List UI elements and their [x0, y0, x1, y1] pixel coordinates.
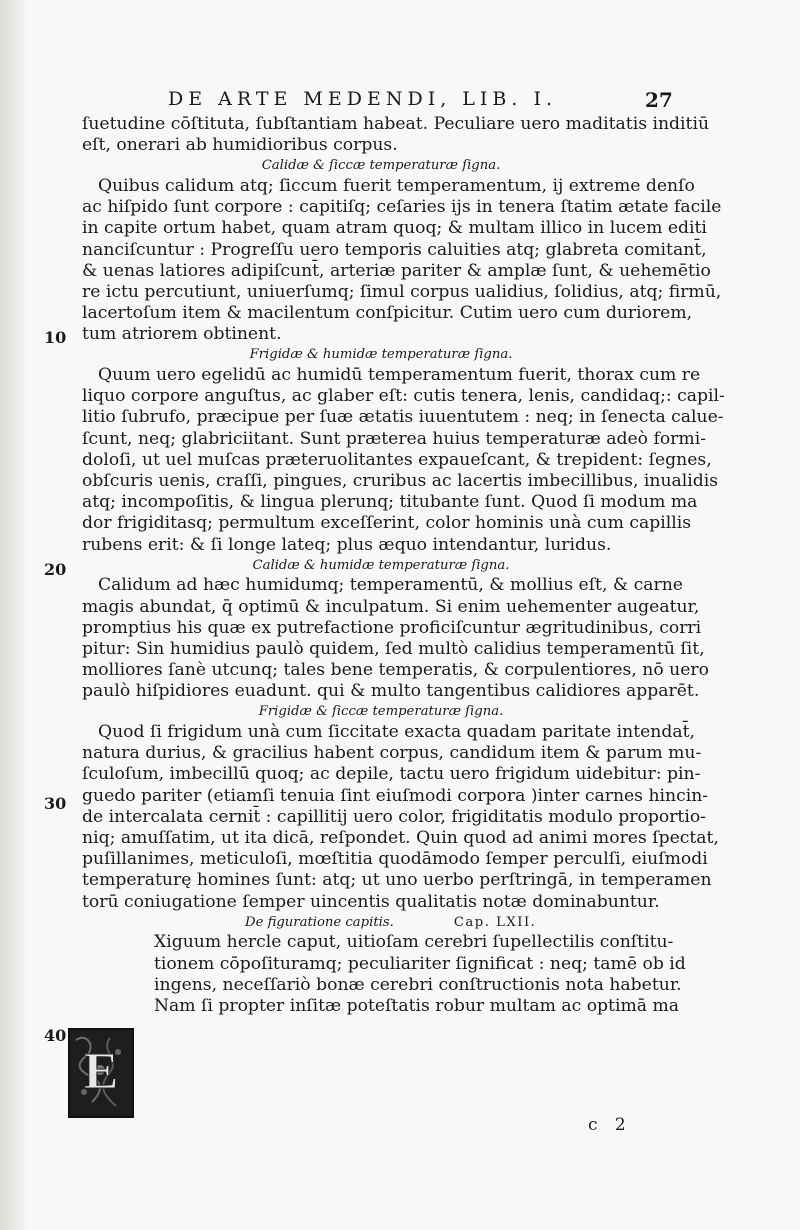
section-heading: Calidæ & ſiccæ temperaturæ ſigna. — [261, 158, 501, 174]
text-line: ingens, neceſſariò bonæ cerebri conſtructionis nota habetur. — [154, 974, 682, 995]
text-line: Calidum ad hæc humidumq; temperamentū, & mollius eſt, & carne — [98, 575, 683, 596]
ornament-icon — [70, 1030, 132, 1116]
chapter-number: Cap. LXII. — [453, 914, 537, 930]
text-line: molliores ſanè utcunq; tales bene temperatis, & corpulentiores, nō uero — [82, 660, 709, 681]
text-line: litio ſubrufo, præcipue per ſuæ ætatis iuuentutem : neq; in ſenecta calue- — [82, 407, 724, 428]
text-line: doloſi, ut uel muſcas præteruolitantes expaueſcant, & trepident: ſegnes, — [82, 449, 712, 470]
text-line: tionem cōpoſituramq; peculiariter ſignificat : neq; tamē ob id — [154, 953, 686, 974]
text-line: obſcuris uenis, craſſi, pingues, cruribus ac lacertis imbecillibus, inualidis — [82, 471, 719, 491]
line-number: 30 — [44, 794, 67, 813]
text-line: tum atriorem obtinent. — [82, 324, 282, 345]
text-line: puſillanimes, meticuloſi, mœſtitia quodāmodo ſemper perculſi, eiuſmodi — [82, 849, 708, 870]
text-line: Quibus calidum atq; ſiccum fuerit temperamentum, ij extreme denſo — [98, 175, 695, 196]
text-line: & uenas latiores adipiſcunt̄, arteriæ pariter & amplæ ſunt, & uehemētio — [82, 260, 711, 281]
text-line: Quum uero egelidū ac humidū temperamentum fuerit, thorax cum re — [98, 365, 701, 386]
text-line: magis abundat, q̄ optimū & inculpatum. Si enim uehementer augeatur, — [82, 596, 700, 617]
text-line: promptius his quæ ex putrefactione proficiſcuntur ægritudinibus, corri — [82, 617, 702, 638]
text-line: ac hiſpido ſunt corpore : capitiſq; ceſaries ijs in tenera ſtatim ætate facile — [82, 197, 722, 218]
body-text — [60, 114, 725, 1017]
page-number: 27 — [645, 88, 673, 112]
line-number: 10 — [44, 328, 67, 347]
gutter-shadow — [0, 0, 28, 1230]
text-line: in capite ortum habet, quam atram quoq; & multam illico in lucem editi — [82, 218, 707, 239]
text-line: ſculoſum, imbecillū quoq; ac depile, tactu uero frigidum uidebitur: pin- — [82, 764, 701, 785]
running-head — [0, 88, 800, 112]
text-line: temperaturę homines ſunt: atq; ut uno uerbo perſtringā, in temperamen — [82, 870, 712, 891]
text-line: Nam ſi propter inſitæ poteſtatis robur multam ac optimā ma — [154, 995, 680, 1016]
section-heading: Frigidæ & humidæ temperaturæ ſigna. — [249, 347, 513, 363]
text-line: re ictu percutiunt, uniuerſumq; ſimul corpus ualidius, ſolidius, atq; firmū, — [82, 281, 722, 302]
text-line: Quod ſi frigidum unà cum ſiccitate exacta quadam paritate intendat̄, — [98, 722, 695, 743]
text-line: de intercalata cernit̄ : capillitij uero color, frigiditatis modulo proportio- — [82, 806, 706, 827]
chapter-title: De figuratione capitis. — [245, 914, 394, 930]
text-line: pitur: Sin humidius paulò quidem, ſed multò calidius temperamentū ſit, — [82, 638, 705, 659]
running-title: DE ARTE MEDENDI, LIB. I. — [168, 88, 557, 110]
text-line: natura durius, & gracilius habent corpus, candidum item & parum mu- — [82, 743, 702, 764]
dropcap-letter: E — [83, 1043, 119, 1100]
text-line: eſt, onerari ab humidioribus corpus. — [82, 135, 398, 156]
section-heading: Calidæ & humidæ temperaturæ ſigna. — [252, 557, 510, 573]
text-line: nanciſcuntur : Progreſſu uero temporis caluities atq; glabreta comitant̄, — [82, 239, 707, 260]
signature-mark: c 2 — [588, 1115, 632, 1135]
text-line: Xiguum hercle caput, uitioſam cerebri ſupellectilis conſtitu- — [154, 932, 674, 953]
line-number: 20 — [44, 560, 67, 579]
text-line: atq; incompoſitis, & lingua plerunq; titubante ſunt. Quod ſi modum ma — [82, 492, 698, 513]
text-line: guedo pariter (etiamſi tenuia ſint eiuſmodi corpora )inter carnes hincin- — [82, 785, 709, 806]
text-line: ſuetudine cōſtituta, ſubſtantiam habeat. Peculiare uero maditatis inditiū — [82, 114, 710, 134]
text-line: dor frigiditasq; permultum exceſſerint, color hominis unà cum capillis — [82, 513, 692, 534]
text-line: rubens erit: & ſi longe lateq; plus æquo intendantur, luridus. — [82, 534, 612, 555]
section-heading: Frigidæ & ſiccæ temperaturæ ſigna. — [258, 704, 504, 720]
text-line: lacertoſum item & macilentum conſpicitur. Cutim uero cum duriorem, — [82, 303, 693, 324]
text-line: liquo corpore anguſtus, ac glaber eſt: cutis tenera, lenis, candidaq;: capil- — [82, 386, 725, 407]
text-line: torū coniugatione ſemper uincentis qualitatis notæ dominabuntur. — [82, 891, 660, 912]
text-line: paulò hiſpidiores euadunt. qui & multo tangentibus calidiores apparēt. — [82, 681, 700, 702]
chapter-heading — [60, 913, 680, 933]
text-line: ſcunt, neq; glabriciitant. Sunt præterea huius temperaturæ adeò formi- — [82, 428, 707, 449]
text-line: niq; amuſſatim, ut ita dicā, reſpondet. Quin quod ad animi mores ſpectat, — [82, 828, 719, 848]
line-number: 40 — [44, 1026, 67, 1045]
decorated-initial — [68, 1028, 134, 1118]
